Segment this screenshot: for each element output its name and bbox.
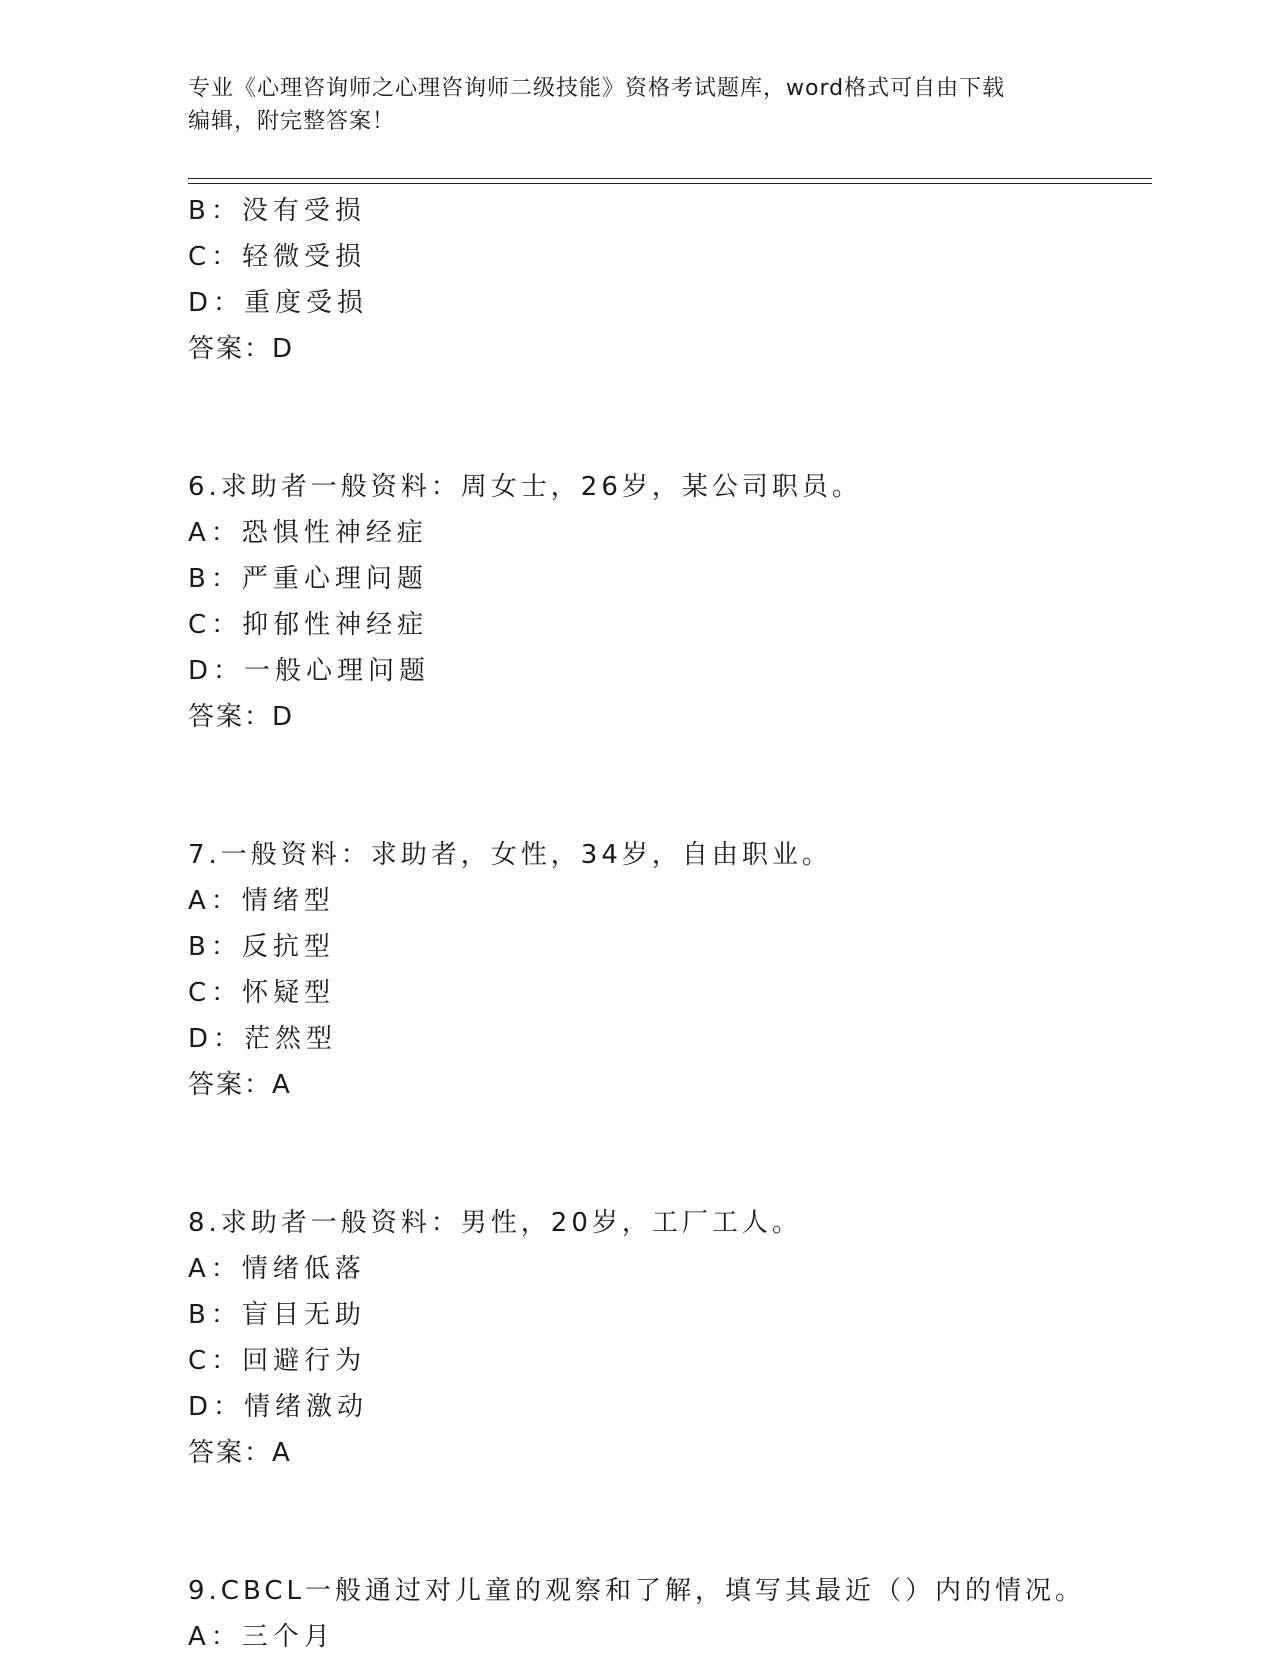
option-a: A：恐惧性神经症 bbox=[188, 518, 428, 548]
option-d: D：茫然型 bbox=[188, 1024, 338, 1054]
spacer bbox=[188, 1108, 1148, 1200]
answer-line: 答案：D bbox=[188, 702, 295, 732]
question-block-6 bbox=[188, 464, 1148, 740]
option-c: C：怀疑型 bbox=[188, 978, 336, 1008]
option-c: C：轻微受损 bbox=[188, 242, 367, 272]
option-c: C：回避行为 bbox=[188, 1346, 367, 1376]
option-d: D：重度受损 bbox=[188, 288, 369, 318]
header-divider-bottom bbox=[188, 183, 1152, 184]
answer-line: 答案：D bbox=[188, 334, 295, 364]
question-block-9 bbox=[188, 1568, 1148, 1660]
option-d: D：情绪激动 bbox=[188, 1392, 369, 1422]
header-divider-top bbox=[188, 178, 1152, 179]
question-text: 9.CBCL一般通过对儿童的观察和了解，填写其最近（）内的情况。 bbox=[188, 1576, 1085, 1606]
document-header bbox=[188, 72, 1088, 138]
option-a: A：三个月 bbox=[188, 1622, 335, 1652]
option-a: A：情绪低落 bbox=[188, 1254, 366, 1284]
header-line-2: 编辑，附完整答案！ bbox=[188, 109, 396, 134]
option-a: A：情绪型 bbox=[188, 886, 335, 916]
question-text: 7.一般资料：求助者，女性，34岁，自由职业。 bbox=[188, 840, 832, 870]
option-b: B：没有受损 bbox=[188, 196, 366, 226]
option-b: B：严重心理问题 bbox=[188, 564, 428, 594]
answer-line: 答案：A bbox=[188, 1070, 292, 1100]
question-block-8 bbox=[188, 1200, 1148, 1476]
header-line-1: 专业《心理咨询师之心理咨询师二级技能》资格考试题库，word格式可自由下载 bbox=[188, 76, 1006, 101]
question-block-7 bbox=[188, 832, 1148, 1108]
spacer bbox=[188, 740, 1148, 832]
question-block-5 bbox=[188, 188, 1148, 372]
option-b: B：反抗型 bbox=[188, 932, 335, 962]
question-text: 6.求助者一般资料：周女士，26岁，某公司职员。 bbox=[188, 472, 862, 502]
answer-line: 答案：A bbox=[188, 1438, 292, 1468]
option-c: C：抑郁性神经症 bbox=[188, 610, 429, 640]
question-list bbox=[188, 188, 1148, 1660]
spacer bbox=[188, 1476, 1148, 1568]
option-d: D：一般心理问题 bbox=[188, 656, 431, 686]
option-b: B：盲目无助 bbox=[188, 1300, 366, 1330]
question-text: 8.求助者一般资料：男性，20岁，工厂工人。 bbox=[188, 1208, 802, 1238]
spacer bbox=[188, 372, 1148, 464]
